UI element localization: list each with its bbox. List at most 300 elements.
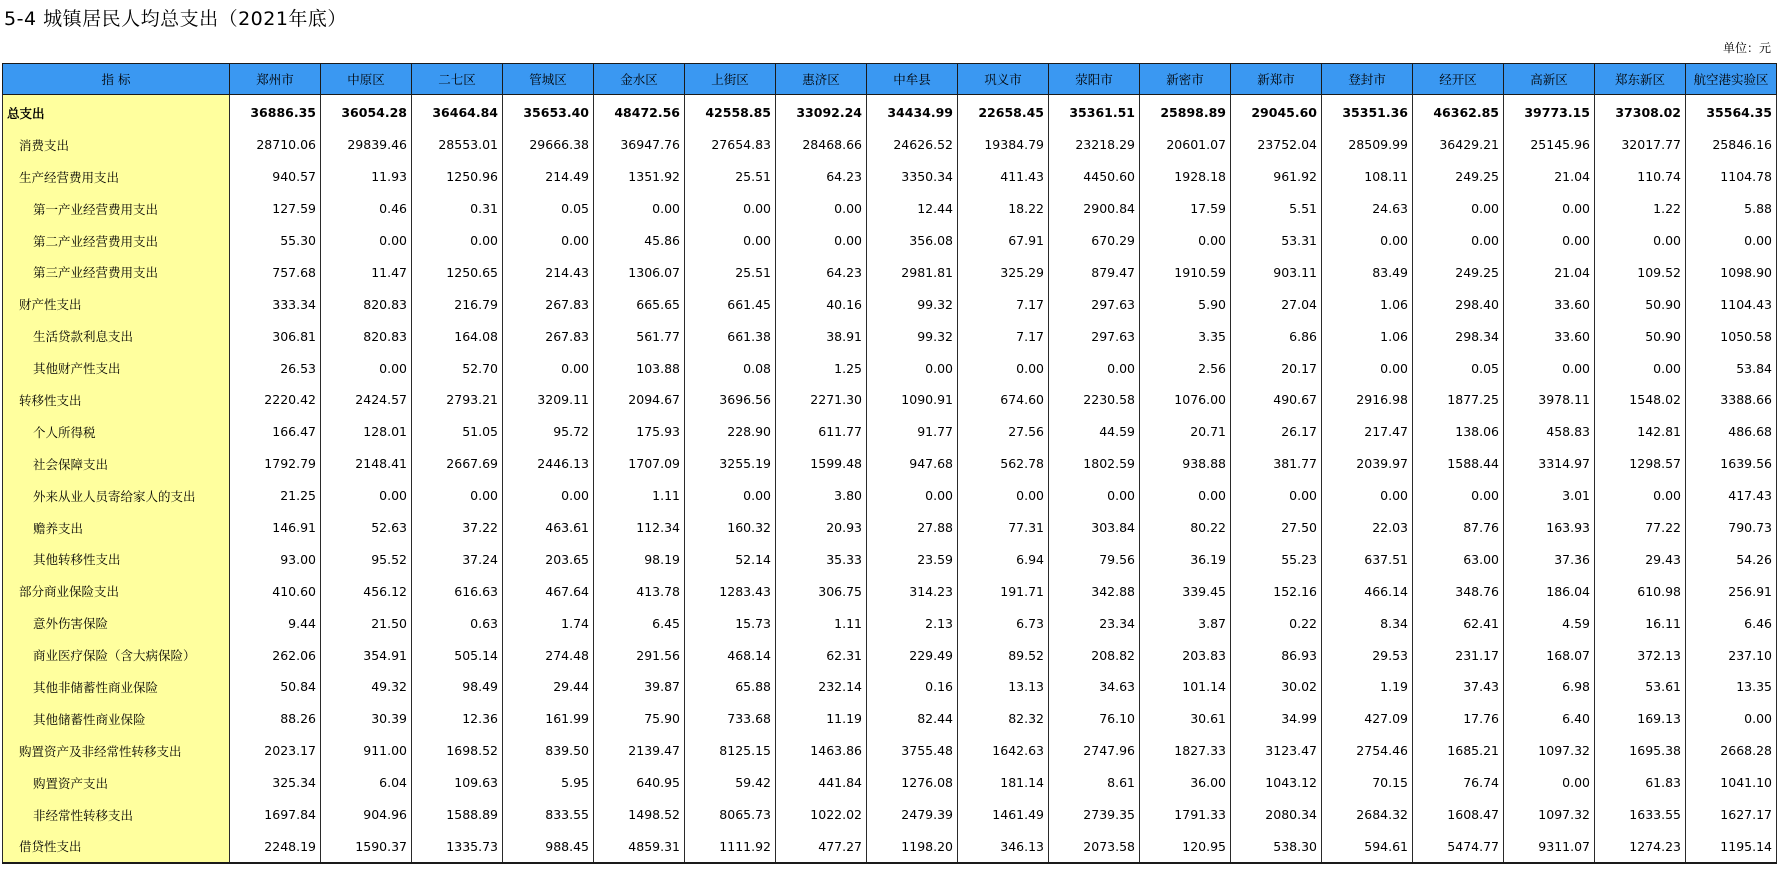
row-label: 外来从业人员寄给家人的支出 xyxy=(3,480,230,512)
table-cell: 1588.44 xyxy=(1413,448,1504,480)
table-cell: 267.83 xyxy=(503,288,594,320)
table-cell: 0.00 xyxy=(1322,480,1413,512)
row-label: 财产性支出 xyxy=(3,288,230,320)
table-cell: 1250.96 xyxy=(412,161,503,193)
table-cell: 904.96 xyxy=(321,799,412,831)
table-cell: 9311.07 xyxy=(1504,830,1595,863)
header-region: 二七区 xyxy=(412,64,503,95)
table-cell: 372.13 xyxy=(1595,639,1686,671)
table-cell: 1.11 xyxy=(594,480,685,512)
table-cell: 297.63 xyxy=(1049,288,1140,320)
table-cell: 203.65 xyxy=(503,543,594,575)
table-cell: 961.92 xyxy=(1231,161,1322,193)
table-cell: 1707.09 xyxy=(594,448,685,480)
table-cell: 0.00 xyxy=(1595,352,1686,384)
table-cell: 2747.96 xyxy=(1049,735,1140,767)
table-cell: 5.95 xyxy=(503,767,594,799)
table-cell: 17.59 xyxy=(1140,193,1231,225)
table-cell: 109.52 xyxy=(1595,256,1686,288)
table-cell: 1335.73 xyxy=(412,830,503,863)
table-cell: 1639.56 xyxy=(1686,448,1777,480)
table-cell: 7.17 xyxy=(958,320,1049,352)
table-cell: 49.32 xyxy=(321,671,412,703)
header-region: 巩义市 xyxy=(958,64,1049,95)
table-cell: 0.00 xyxy=(958,352,1049,384)
table-row xyxy=(3,607,1777,639)
table-cell: 35653.40 xyxy=(503,95,594,129)
row-label: 其他储蓄性商业保险 xyxy=(3,703,230,735)
header-region: 经开区 xyxy=(1413,64,1504,95)
table-cell: 6.98 xyxy=(1504,671,1595,703)
table-cell: 35361.51 xyxy=(1049,95,1140,129)
table-cell: 2684.32 xyxy=(1322,799,1413,831)
table-cell: 456.12 xyxy=(321,575,412,607)
table-cell: 29045.60 xyxy=(1231,95,1322,129)
table-cell: 99.32 xyxy=(867,320,958,352)
table-cell: 1195.14 xyxy=(1686,830,1777,863)
table-cell: 561.77 xyxy=(594,320,685,352)
table-row xyxy=(3,225,1777,257)
table-cell: 1043.12 xyxy=(1231,767,1322,799)
table-cell: 1791.33 xyxy=(1140,799,1231,831)
table-body xyxy=(3,95,1777,864)
table-cell: 2094.67 xyxy=(594,384,685,416)
table-cell: 3.80 xyxy=(776,480,867,512)
table-cell: 0.63 xyxy=(412,607,503,639)
table-cell: 3123.47 xyxy=(1231,735,1322,767)
table-row xyxy=(3,448,1777,480)
table-cell: 30.39 xyxy=(321,703,412,735)
table-cell: 23752.04 xyxy=(1231,129,1322,161)
table-cell: 208.82 xyxy=(1049,639,1140,671)
table-cell: 33.60 xyxy=(1504,320,1595,352)
table-cell: 1633.55 xyxy=(1595,799,1686,831)
header-region: 中牟县 xyxy=(867,64,958,95)
table-cell: 306.75 xyxy=(776,575,867,607)
table-cell: 109.63 xyxy=(412,767,503,799)
table-cell: 1642.63 xyxy=(958,735,1049,767)
table-cell: 468.14 xyxy=(685,639,776,671)
table-cell: 6.45 xyxy=(594,607,685,639)
table-cell: 1.19 xyxy=(1322,671,1413,703)
table-cell: 76.74 xyxy=(1413,767,1504,799)
table-row xyxy=(3,703,1777,735)
table-cell: 19384.79 xyxy=(958,129,1049,161)
header-region: 惠济区 xyxy=(776,64,867,95)
table-cell: 0.00 xyxy=(1140,480,1231,512)
table-cell: 249.25 xyxy=(1413,161,1504,193)
table-cell: 37.22 xyxy=(412,512,503,544)
table-cell: 1685.21 xyxy=(1413,735,1504,767)
table-cell: 325.34 xyxy=(230,767,321,799)
table-cell: 538.30 xyxy=(1231,830,1322,863)
table-cell: 0.00 xyxy=(1322,352,1413,384)
table-cell: 4.59 xyxy=(1504,607,1595,639)
header-region: 高新区 xyxy=(1504,64,1595,95)
table-cell: 0.00 xyxy=(1504,767,1595,799)
table-cell: 55.30 xyxy=(230,225,321,257)
table-cell: 11.47 xyxy=(321,256,412,288)
table-cell: 88.26 xyxy=(230,703,321,735)
table-cell: 37.43 xyxy=(1413,671,1504,703)
table-cell: 50.84 xyxy=(230,671,321,703)
row-label: 购置资产支出 xyxy=(3,767,230,799)
table-cell: 274.48 xyxy=(503,639,594,671)
table-cell: 1792.79 xyxy=(230,448,321,480)
table-cell: 36464.84 xyxy=(412,95,503,129)
table-cell: 0.00 xyxy=(1049,480,1140,512)
table-cell: 17.76 xyxy=(1413,703,1504,735)
table-cell: 1076.00 xyxy=(1140,384,1231,416)
table-cell: 214.49 xyxy=(503,161,594,193)
table-cell: 203.83 xyxy=(1140,639,1231,671)
table-cell: 8065.73 xyxy=(685,799,776,831)
table-cell: 833.55 xyxy=(503,799,594,831)
table-row xyxy=(3,830,1777,863)
table-cell: 30.02 xyxy=(1231,671,1322,703)
table-cell: 36.19 xyxy=(1140,543,1231,575)
table-cell: 164.08 xyxy=(412,320,503,352)
table-cell: 8.61 xyxy=(1049,767,1140,799)
table-cell: 163.93 xyxy=(1504,512,1595,544)
row-label: 购置资产及非经常性转移支出 xyxy=(3,735,230,767)
table-cell: 34.99 xyxy=(1231,703,1322,735)
table-cell: 4859.31 xyxy=(594,830,685,863)
table-cell: 22.03 xyxy=(1322,512,1413,544)
table-cell: 342.88 xyxy=(1049,575,1140,607)
table-cell: 53.61 xyxy=(1595,671,1686,703)
table-cell: 0.00 xyxy=(1504,225,1595,257)
table-cell: 3.35 xyxy=(1140,320,1231,352)
table-cell: 1498.52 xyxy=(594,799,685,831)
table-cell: 214.43 xyxy=(503,256,594,288)
table-row xyxy=(3,671,1777,703)
table-cell: 306.81 xyxy=(230,320,321,352)
table-cell: 82.44 xyxy=(867,703,958,735)
table-cell: 70.15 xyxy=(1322,767,1413,799)
table-cell: 2271.30 xyxy=(776,384,867,416)
table-cell: 25.51 xyxy=(685,161,776,193)
table-cell: 191.71 xyxy=(958,575,1049,607)
table-cell: 348.76 xyxy=(1413,575,1504,607)
table-cell: 21.50 xyxy=(321,607,412,639)
table-cell: 1827.33 xyxy=(1140,735,1231,767)
table-cell: 0.00 xyxy=(321,352,412,384)
table-cell: 50.90 xyxy=(1595,288,1686,320)
table-cell: 2981.81 xyxy=(867,256,958,288)
table-cell: 37.36 xyxy=(1504,543,1595,575)
table-cell: 1050.58 xyxy=(1686,320,1777,352)
table-cell: 6.86 xyxy=(1231,320,1322,352)
table-cell: 1599.48 xyxy=(776,448,867,480)
table-cell: 0.00 xyxy=(1686,703,1777,735)
table-cell: 594.61 xyxy=(1322,830,1413,863)
table-cell: 34.63 xyxy=(1049,671,1140,703)
table-cell: 1351.92 xyxy=(594,161,685,193)
table-cell: 1274.23 xyxy=(1595,830,1686,863)
table-cell: 1104.78 xyxy=(1686,161,1777,193)
table-cell: 1198.20 xyxy=(867,830,958,863)
header-region: 管城区 xyxy=(503,64,594,95)
unit-label: 单位：元 xyxy=(1722,41,1771,55)
table-cell: 1608.47 xyxy=(1413,799,1504,831)
table-cell: 2073.58 xyxy=(1049,830,1140,863)
table-cell: 1461.49 xyxy=(958,799,1049,831)
table-row xyxy=(3,352,1777,384)
table-cell: 59.42 xyxy=(685,767,776,799)
header-region: 荥阳市 xyxy=(1049,64,1140,95)
table-cell: 91.77 xyxy=(867,416,958,448)
table-cell: 3314.97 xyxy=(1504,448,1595,480)
table-cell: 0.31 xyxy=(412,193,503,225)
table-cell: 21.25 xyxy=(230,480,321,512)
table-cell: 505.14 xyxy=(412,639,503,671)
table-row xyxy=(3,193,1777,225)
table-cell: 1022.02 xyxy=(776,799,867,831)
table-cell: 1910.59 xyxy=(1140,256,1231,288)
table-cell: 2446.13 xyxy=(503,448,594,480)
table-cell: 2023.17 xyxy=(230,735,321,767)
table-cell: 903.11 xyxy=(1231,256,1322,288)
table-cell: 2479.39 xyxy=(867,799,958,831)
table-cell: 18.22 xyxy=(958,193,1049,225)
table-cell: 381.77 xyxy=(1231,448,1322,480)
table-cell: 325.29 xyxy=(958,256,1049,288)
table-cell: 36429.21 xyxy=(1413,129,1504,161)
table-cell: 6.04 xyxy=(321,767,412,799)
table-cell: 217.47 xyxy=(1322,416,1413,448)
table-cell: 2230.58 xyxy=(1049,384,1140,416)
table-cell: 1.06 xyxy=(1322,320,1413,352)
table-cell: 52.63 xyxy=(321,512,412,544)
table-cell: 267.83 xyxy=(503,320,594,352)
table-cell: 0.00 xyxy=(958,480,1049,512)
table-cell: 75.90 xyxy=(594,703,685,735)
table-cell: 486.68 xyxy=(1686,416,1777,448)
table-cell: 5.51 xyxy=(1231,193,1322,225)
table-cell: 0.00 xyxy=(1686,225,1777,257)
table-cell: 3.87 xyxy=(1140,607,1231,639)
table-cell: 1090.91 xyxy=(867,384,958,416)
table-cell: 0.00 xyxy=(503,225,594,257)
row-label: 借贷性支出 xyxy=(3,830,230,863)
table-cell: 34434.99 xyxy=(867,95,958,129)
table-cell: 35351.36 xyxy=(1322,95,1413,129)
table-cell: 1697.84 xyxy=(230,799,321,831)
table-cell: 29666.38 xyxy=(503,129,594,161)
table-cell: 1298.57 xyxy=(1595,448,1686,480)
table-cell: 13.35 xyxy=(1686,671,1777,703)
row-label: 消费支出 xyxy=(3,129,230,161)
table-cell: 820.83 xyxy=(321,320,412,352)
row-label: 个人所得税 xyxy=(3,416,230,448)
table-cell: 354.91 xyxy=(321,639,412,671)
table-cell: 0.46 xyxy=(321,193,412,225)
table-cell: 1111.92 xyxy=(685,830,776,863)
table-cell: 610.98 xyxy=(1595,575,1686,607)
table-cell: 291.56 xyxy=(594,639,685,671)
table-cell: 28468.66 xyxy=(776,129,867,161)
table-cell: 733.68 xyxy=(685,703,776,735)
table-cell: 4450.60 xyxy=(1049,161,1140,193)
table-cell: 427.09 xyxy=(1322,703,1413,735)
row-label: 总支出 xyxy=(3,95,230,129)
table-cell: 1588.89 xyxy=(412,799,503,831)
table-cell: 2.13 xyxy=(867,607,958,639)
table-cell: 1.06 xyxy=(1322,288,1413,320)
table-cell: 27.88 xyxy=(867,512,958,544)
table-cell: 1097.32 xyxy=(1504,735,1595,767)
table-cell: 911.00 xyxy=(321,735,412,767)
table-row xyxy=(3,129,1777,161)
table-cell: 1104.43 xyxy=(1686,288,1777,320)
table-cell: 25145.96 xyxy=(1504,129,1595,161)
table-cell: 62.41 xyxy=(1413,607,1504,639)
table-cell: 89.52 xyxy=(958,639,1049,671)
table-cell: 2668.28 xyxy=(1686,735,1777,767)
table-cell: 988.45 xyxy=(503,830,594,863)
table-cell: 0.00 xyxy=(685,193,776,225)
header-region: 郑州市 xyxy=(230,64,321,95)
table-cell: 3350.34 xyxy=(867,161,958,193)
table-cell: 0.00 xyxy=(1413,193,1504,225)
header-region: 中原区 xyxy=(321,64,412,95)
table-cell: 39773.15 xyxy=(1504,95,1595,129)
row-label: 第一产业经营费用支出 xyxy=(3,193,230,225)
table-cell: 168.07 xyxy=(1504,639,1595,671)
table-cell: 297.63 xyxy=(1049,320,1140,352)
table-cell: 110.74 xyxy=(1595,161,1686,193)
table-cell: 0.00 xyxy=(1231,480,1322,512)
table-cell: 1802.59 xyxy=(1049,448,1140,480)
table-cell: 1.25 xyxy=(776,352,867,384)
table-cell: 232.14 xyxy=(776,671,867,703)
row-label: 生产经营费用支出 xyxy=(3,161,230,193)
table-cell: 256.91 xyxy=(1686,575,1777,607)
table-cell: 674.60 xyxy=(958,384,1049,416)
table-cell: 463.61 xyxy=(503,512,594,544)
table-cell: 1590.37 xyxy=(321,830,412,863)
table-cell: 50.90 xyxy=(1595,320,1686,352)
table-cell: 161.99 xyxy=(503,703,594,735)
table-cell: 77.22 xyxy=(1595,512,1686,544)
table-cell: 839.50 xyxy=(503,735,594,767)
table-cell: 0.00 xyxy=(1413,225,1504,257)
table-cell: 303.84 xyxy=(1049,512,1140,544)
table-cell: 0.16 xyxy=(867,671,958,703)
table-cell: 40.16 xyxy=(776,288,867,320)
table-cell: 2739.35 xyxy=(1049,799,1140,831)
table-cell: 0.00 xyxy=(321,480,412,512)
table-cell: 42558.85 xyxy=(685,95,776,129)
table-cell: 51.05 xyxy=(412,416,503,448)
table-cell: 25898.89 xyxy=(1140,95,1231,129)
table-cell: 26.53 xyxy=(230,352,321,384)
table-cell: 0.00 xyxy=(1322,225,1413,257)
table-cell: 0.00 xyxy=(1595,225,1686,257)
table-row xyxy=(3,480,1777,512)
table-row xyxy=(3,320,1777,352)
table-cell: 411.43 xyxy=(958,161,1049,193)
table-cell: 0.00 xyxy=(503,352,594,384)
table-cell: 36054.28 xyxy=(321,95,412,129)
table-cell: 5.90 xyxy=(1140,288,1231,320)
table-cell: 33.60 xyxy=(1504,288,1595,320)
row-label: 赡养支出 xyxy=(3,512,230,544)
table-cell: 616.63 xyxy=(412,575,503,607)
table-cell: 8125.15 xyxy=(685,735,776,767)
table-cell: 63.00 xyxy=(1413,543,1504,575)
table-cell: 0.05 xyxy=(503,193,594,225)
table-cell: 2220.42 xyxy=(230,384,321,416)
table-cell: 1276.08 xyxy=(867,767,958,799)
header-region: 新密市 xyxy=(1140,64,1231,95)
table-cell: 7.17 xyxy=(958,288,1049,320)
table-cell: 216.79 xyxy=(412,288,503,320)
table-cell: 9.44 xyxy=(230,607,321,639)
table-cell: 413.78 xyxy=(594,575,685,607)
table-cell: 20601.07 xyxy=(1140,129,1231,161)
table-row xyxy=(3,256,1777,288)
table-cell: 1627.17 xyxy=(1686,799,1777,831)
table-row xyxy=(3,161,1777,193)
table-row xyxy=(3,543,1777,575)
table-cell: 67.91 xyxy=(958,225,1049,257)
table-cell: 99.32 xyxy=(867,288,958,320)
table-cell: 64.23 xyxy=(776,256,867,288)
row-label: 意外伤害保险 xyxy=(3,607,230,639)
table-cell: 0.05 xyxy=(1413,352,1504,384)
table-cell: 3696.56 xyxy=(685,384,776,416)
table-cell: 26.17 xyxy=(1231,416,1322,448)
table-cell: 181.14 xyxy=(958,767,1049,799)
table-cell: 757.68 xyxy=(230,256,321,288)
table-cell: 160.32 xyxy=(685,512,776,544)
table-cell: 0.00 xyxy=(1504,193,1595,225)
table-row xyxy=(3,799,1777,831)
table-cell: 333.34 xyxy=(230,288,321,320)
table-cell: 2793.21 xyxy=(412,384,503,416)
table-cell: 1250.65 xyxy=(412,256,503,288)
table-cell: 1695.38 xyxy=(1595,735,1686,767)
table-cell: 3209.11 xyxy=(503,384,594,416)
table-cell: 52.70 xyxy=(412,352,503,384)
table-cell: 29839.46 xyxy=(321,129,412,161)
header-region: 登封市 xyxy=(1322,64,1413,95)
table-cell: 103.88 xyxy=(594,352,685,384)
table-cell: 29.43 xyxy=(1595,543,1686,575)
table-cell: 790.73 xyxy=(1686,512,1777,544)
table-row xyxy=(3,384,1777,416)
table-cell: 2248.19 xyxy=(230,830,321,863)
table-cell: 2039.97 xyxy=(1322,448,1413,480)
table-cell: 53.31 xyxy=(1231,225,1322,257)
table-title: 5-4 城镇居民人均总支出（2021年底） xyxy=(4,8,347,30)
table-cell: 101.14 xyxy=(1140,671,1231,703)
table-cell: 0.00 xyxy=(412,225,503,257)
table-cell: 6.73 xyxy=(958,607,1049,639)
table-cell: 820.83 xyxy=(321,288,412,320)
table-row xyxy=(3,639,1777,671)
table-cell: 1928.18 xyxy=(1140,161,1231,193)
table-cell: 27654.83 xyxy=(685,129,776,161)
table-cell: 947.68 xyxy=(867,448,958,480)
table-cell: 62.31 xyxy=(776,639,867,671)
table-cell: 83.49 xyxy=(1322,256,1413,288)
table-cell: 12.36 xyxy=(412,703,503,735)
table-cell: 0.00 xyxy=(321,225,412,257)
table-cell: 36.00 xyxy=(1140,767,1231,799)
